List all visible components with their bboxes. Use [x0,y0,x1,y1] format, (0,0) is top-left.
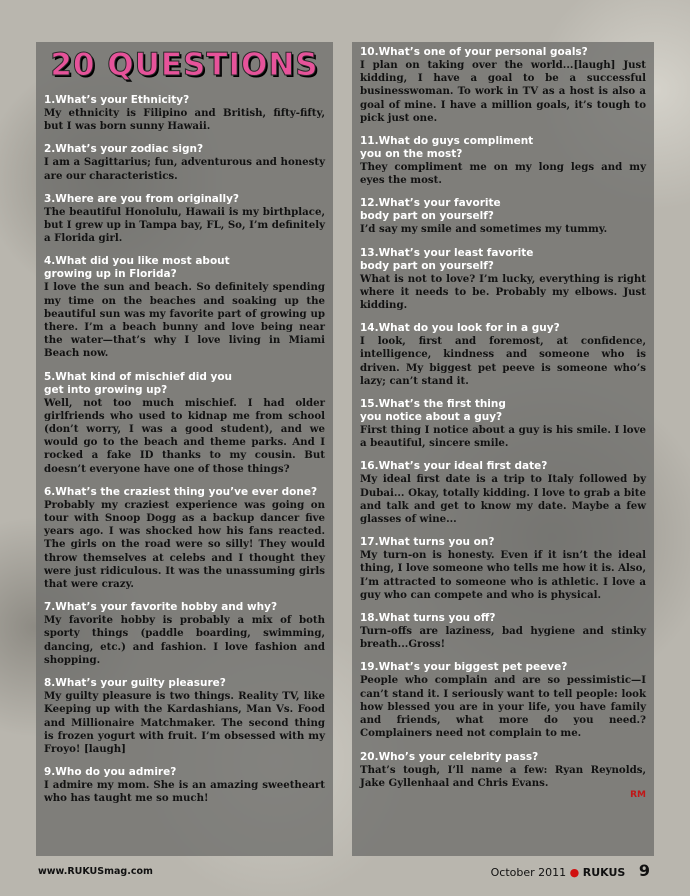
question-block [44,766,325,805]
question-answer: They compliment me on my long legs and my eyes the most. [360,161,646,187]
author-signature: RM [630,789,646,800]
question-title: 9.Who do you admire? [44,766,177,779]
question-answer: Well, not too much mischief. I had older girlfriends who used to kidnap me from school (don’t worry, I was a good student), and we would go to the beach and theme parks. And I rocked a fake ID thanks to my cousin. But doesn’t everyone have one of those things? [44,396,325,475]
question-title: 10.What’s one of your personal goals? [360,46,588,58]
question-block [360,135,646,187]
question-title: 11.What do guys compliment you on the most? [360,135,534,161]
question-block [44,486,325,591]
question-answer: I’d say my smile and sometimes my tummy. [360,223,608,236]
question-block [360,46,646,125]
footer-bullet: ● [569,866,580,879]
question-answer: First thing I notice about a guy is his smile. I love a beautiful, sincere smile. [360,424,646,450]
question-block [360,247,646,313]
left-column [36,42,333,856]
question-title: 18.What turns you off? [360,612,496,625]
question-block [44,143,325,182]
question-answer: I look, first and foremost, at confidence, intelligence, kindness and someone who is driven. My biggest pet peeve is someone who’s lazy; can’t stand it. [360,335,646,387]
page-title: 20 QUESTIONS [50,47,319,83]
question-answer: I admire my mom. She is an amazing sweetheart who has taught me so much! [44,779,325,805]
question-block [44,371,325,476]
question-answer: My favorite hobby is probably a mix of both sporty things (paddle boarding, swimming, dancing, etc.) and fashion. I love fashion and shopping. [44,614,325,666]
question-title: 3.Where are you from originally? [44,192,240,205]
question-block [360,460,646,526]
question-title: 6.What’s the craziest thing you’ve ever done? [44,485,318,498]
question-answer: My ideal first date is a trip to Italy followed by Dubai... Okay, totally kidding. I love to grab a bite and talk and get to know my date. Maybe a few glasses of wine... [360,473,646,526]
right-column [352,42,654,856]
footer-brand: RUKUS [582,866,626,879]
right-question-list [360,46,646,800]
question-title: 1.What’s your Ethnicity? [44,94,190,106]
question-answer: People who complain and are so pessimistic—I can’t stand it. I seriously want to tell people: look how blessed you are in your life, you have family and friends, what more do you need.?Complainers need not complain to me. [360,674,646,740]
question-answer: Turn-offs are laziness, bad hygiene and stinky breath...Gross! [360,625,646,651]
question-answer: I plan on taking over the world...[laugh] Just kidding, I have a goal to be a successful businesswoman. To work in TV as a host is also a goal of mine. I have a million goals, it’s tough to pick just one. [360,59,646,124]
question-block [360,197,646,236]
page-number: 9 [638,861,650,880]
question-block [44,193,325,246]
question-block [360,661,646,740]
question-title: 19.What’s your biggest pet peeve? [360,661,568,674]
question-block [360,750,646,800]
question-block [360,612,646,651]
question-title: 8.What’s your guilty pleasure? [44,677,226,690]
question-title: 7.What’s your favorite hobby and why? [44,601,278,614]
question-title: 5.What kind of mischief did you get into growing up? [44,370,233,396]
left-question-list [44,94,325,806]
question-title: 15.What’s the first thing you notice about a guy? [360,398,506,424]
question-block [44,677,325,756]
question-title: 2.What’s your zodiac sign? [44,143,204,156]
question-block [44,94,325,133]
question-answer: I am a Sagittarius; fun, adventurous and honesty are our characteristics. [44,156,325,182]
question-block [360,322,646,388]
question-answer: My turn-on is honesty. Even if it isn’t the ideal thing, I love someone who tells me how it is. Also, I’m attracted to someone who is athletic. I love a guy who can compete and who is physical. [360,549,646,601]
question-title: 17.What turns you on? [360,536,495,549]
question-title: 20.Who’s your celebrity pass? [360,750,539,763]
question-block [360,398,646,450]
footer-website[interactable]: www.RUKUSmag.com [38,866,153,877]
question-title: 16.What’s your ideal first date? [360,460,548,473]
question-answer: What is not to love? I’m lucky, everything is right where it needs to be. Probably my elbows. Just kidding. [360,272,646,312]
question-answer: My ethnicity is Filipino and British, fifty-fifty, but I was born sunny Hawaii. [44,107,325,133]
question-answer: My guilty pleasure is two things. Reality TV, like Keeping up with the Kardashians, Man Vs. Food and Millionaire Matchmaker. The second thing is frozen yogurt with fruit. I’m obsessed with my Froyo! [laugh] [44,690,325,755]
footer-date: October 2011 [490,866,567,879]
footer-issue [491,861,650,880]
question-answer: The beautiful Honolulu, Hawaii is my birthplace, but I grew up in Tampa bay, FL, So, I’m definitely a Florida girl. [44,205,325,245]
question-title: 13.What’s your least favorite body part on yourself? [360,246,534,272]
question-block [360,536,646,602]
question-title: 12.What’s your favorite body part on yourself? [360,197,501,223]
question-answer: I love the sun and beach. So definitely spending my time on the beaches and soaking up the beautiful sun was my favorite part of growing up there. I’m a beach bunny and love being near the water—that’s why I love living in Miami Beach now. [44,281,325,360]
question-title: 4.What did you like most about growing up in Florida? [44,255,230,281]
question-answer: Probably my craziest experience was going on tour with Snoop Dogg as a backup dancer five years ago. I was shocked how his fans reacted. The girls on the road were so silly! They would throw themselves at celebs and I thought they were just ridiculous. It was the unassuming girls that were crazy. [44,498,325,591]
question-block [44,255,325,360]
question-title: 14.What do you look for in a guy? [360,322,560,335]
question-block [44,601,325,667]
question-answer: That’s tough, I’ll name a few: Ryan Reynolds, Jake Gyllenhaal and Chris Evans. [360,763,646,789]
